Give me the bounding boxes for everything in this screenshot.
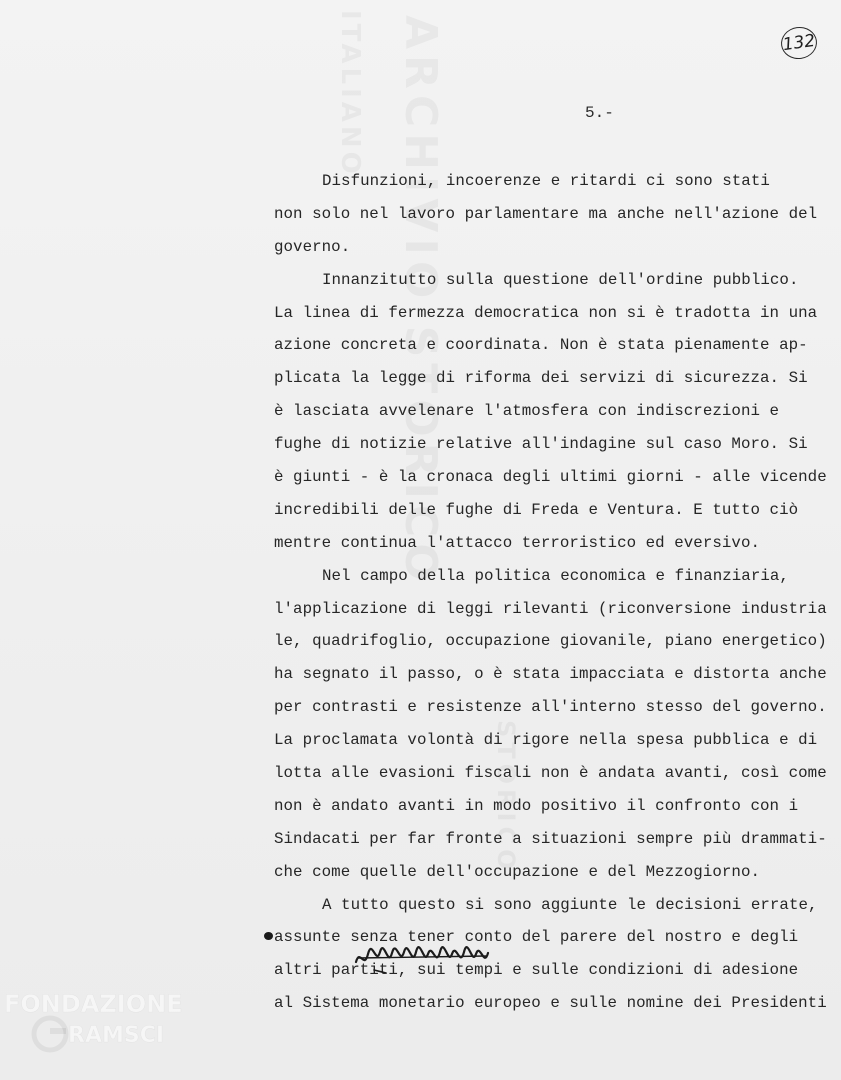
text-line: assunte senza tener conto del parere del nostro e degli bbox=[274, 928, 799, 947]
folio-stamp-number: 132 bbox=[781, 30, 817, 56]
typed-text-body bbox=[274, 170, 840, 1025]
text-line: Nel campo della politica economica e finanziaria, bbox=[322, 566, 789, 585]
text-line: La proclamata volontà di rigore nella spesa pubblica e di bbox=[274, 731, 818, 750]
text-line: l'applicazione di leggi rilevanti (riconversione industria bbox=[274, 599, 827, 618]
text-line: lotta alle evasioni fiscali non è andata avanti, così come bbox=[274, 764, 827, 783]
text-line: le, quadrifoglio, occupazione giovanile, piano energetico) bbox=[274, 632, 827, 651]
svg-text:RAMSCI: RAMSCI bbox=[68, 1023, 165, 1048]
text-line: è giunti - è la cronaca degli ultimi giorni - alle vicende bbox=[274, 468, 827, 487]
text-line: governo. bbox=[274, 237, 351, 256]
watermark-vertical-secondary bbox=[335, 10, 365, 178]
text-line: La linea di fermezza democratica non si è tradotta in una bbox=[274, 303, 818, 322]
text-line: Sindacati per far fronte a situazioni sempre più drammati- bbox=[274, 829, 827, 848]
text-line: non solo nel lavoro parlamentare ma anche nell'azione del bbox=[274, 204, 818, 223]
page-number: 5.- bbox=[585, 104, 614, 122]
text-line: che come quelle dell'occupazione e del Mezzogiorno. bbox=[274, 862, 761, 881]
text-line: per contrasti e resistenze all'interno stesso del governo. bbox=[274, 698, 827, 717]
svg-text:FONDAZIONE: FONDAZIONE bbox=[4, 990, 183, 1018]
text-line: Disfunzioni, incoerenze e ritardi ci sono stati bbox=[322, 172, 770, 190]
text-line: al Sistema monetario europeo e sulle nomine dei Presidenti bbox=[274, 994, 827, 1013]
text-line: incredibili delle fughe di Freda e Ventura. E tutto ciò bbox=[274, 500, 799, 519]
text-line: plicata la legge di riforma dei servizi di sicurezza. Si bbox=[274, 369, 808, 388]
text-line: non è andato avanti in modo positivo il confronto con i bbox=[274, 796, 799, 815]
text-line: azione concreta e coordinata. Non è stata pienamente ap- bbox=[274, 336, 808, 355]
handwritten-bullet-mark bbox=[264, 932, 273, 940]
folio-stamp bbox=[779, 25, 819, 62]
handwritten-crossout bbox=[354, 940, 512, 976]
text-line: mentre continua l'attacco terroristico ed eversivo. bbox=[274, 533, 761, 552]
text-line: Innanzitutto sulla questione dell'ordine pubblico. bbox=[322, 270, 799, 289]
text-line: altri partiti, sui tempi e sulle condizioni di adesione bbox=[274, 961, 799, 980]
text-line: A tutto questo si sono aggiunte le decisioni errate, bbox=[322, 895, 818, 914]
text-line: ha segnato il passo, o è stata impacciata e distorta anche bbox=[274, 665, 827, 684]
text-line: fughe di notizie relative all'indagine sul caso Moro. Si bbox=[274, 435, 808, 454]
fondazione-gramsci-watermark-logo bbox=[0, 988, 210, 1068]
text-line: è lasciata avvelenare l'atmosfera con indiscrezioni e bbox=[274, 402, 780, 421]
